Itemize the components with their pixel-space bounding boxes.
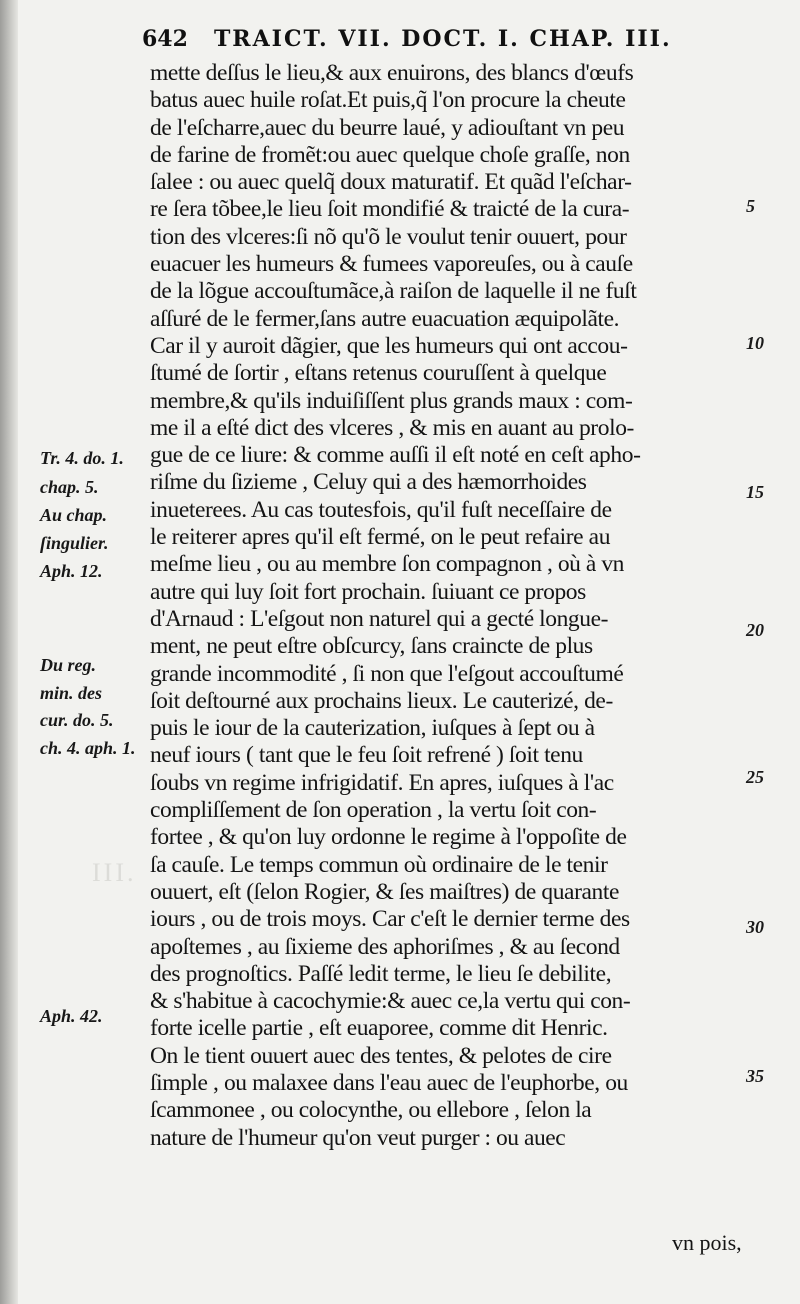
text-line: autre qui luy ſoit fort prochain. ſuiuant ce propos bbox=[150, 578, 586, 605]
margin-note: chap. 5. bbox=[40, 477, 99, 497]
margin-note: ch. 4. aph. 1. bbox=[40, 738, 136, 758]
text-line: aſſuré de le fermer,ſans autre euacuation æquipolãte. bbox=[150, 305, 620, 332]
line-number: 10 bbox=[746, 333, 764, 353]
line-number: 25 bbox=[746, 767, 764, 787]
text-line: ſimple , ou malaxee dans l'eau auec de l'euphorbe, ou bbox=[150, 1069, 628, 1096]
margin-note: Du reg. bbox=[40, 655, 97, 675]
line-number: 35 bbox=[746, 1066, 764, 1086]
text-line: ouuert, eſt (ſelon Rogier, & ſes maiſtres) de quarante bbox=[150, 878, 619, 905]
text-line: ſa cauſe. Le temps commun où ordinaire de le tenir bbox=[150, 851, 608, 878]
margin-note: Tr. 4. do. 1. bbox=[40, 448, 124, 468]
text-line: batus auec huile roſat.Et puis,q̃ l'on procure la cheute bbox=[150, 87, 626, 114]
running-title: TRAICT. VII. DOCT. I. CHAP. III. bbox=[213, 26, 672, 52]
text-line: iours , ou de trois moys. Car c'eſt le dernier terme des bbox=[150, 906, 630, 933]
text-line: & s'habitue à cacochymie:& auec ce,la vertu qui con- bbox=[150, 988, 631, 1015]
text-line: fortee , & qu'on luy ordonne le regime à l'oppoſite de bbox=[150, 824, 627, 851]
line-number: 5 bbox=[746, 196, 755, 216]
binding-shadow bbox=[0, 0, 18, 1304]
text-line: mette deſſus le lieu,& aux enuirons, des blancs d'œufs bbox=[150, 60, 634, 86]
margin-note: Au chap. bbox=[40, 505, 108, 525]
text-line: forte icelle partie , eſt euaporee, comme dit Henric. bbox=[150, 1015, 608, 1042]
text-line: ſoit deſtourné aux prochains lieux. Le cauterizé, de- bbox=[150, 687, 613, 714]
margin-note: cur. do. 5. bbox=[40, 710, 114, 730]
text-line: tion des vlceres:ſi nõ qu'õ le voulut tenir ouuert, pour bbox=[150, 223, 627, 250]
body-text bbox=[150, 60, 760, 1152]
margin-note: ſingulier. bbox=[40, 533, 109, 553]
text-line: de la lõgue accouſtumãce,à raiſon de laquelle il ne fuſt bbox=[150, 278, 637, 305]
text-line: ſalee : ou auec quelq̃ doux maturatif. Et quãd l'eſchar- bbox=[150, 169, 632, 196]
text-line: membre,& qu'ils induiſiſſent plus grands maux : com- bbox=[150, 387, 633, 414]
page-number: 642 bbox=[142, 26, 188, 52]
text-line: ment, ne peut eſtre obſcurcy, ſans craincte de plus bbox=[150, 633, 593, 660]
text-line: On le tient ouuert auec des tentes, & pelotes de cire bbox=[150, 1042, 612, 1069]
text-line: me il a eſté dict des vlceres , & mis en auant au prolo- bbox=[150, 414, 634, 441]
text-line: de farine de fromẽt:ou auec quelque choſe graſſe, non bbox=[150, 141, 630, 168]
text-line: nature de l'humeur qu'on veut purger : ou auec bbox=[150, 1124, 566, 1151]
text-line: gue de ce liure: & comme auſſi il eſt noté en ceſt apho- bbox=[150, 442, 641, 469]
text-line: neuf iours ( tant que le feu ſoit refrené ) ſoit tenu bbox=[150, 742, 583, 769]
line-number: 20 bbox=[746, 620, 764, 640]
line-number: 30 bbox=[746, 917, 764, 937]
margin-note: min. des bbox=[40, 683, 103, 703]
text-line: meſme lieu , ou au membre ſon compagnon , où à vn bbox=[150, 551, 624, 578]
text-line: d'Arnaud : L'eſgout non naturel qui a gecté longue- bbox=[150, 605, 608, 632]
text-line: apoſtemes , au ſixieme des aphoriſmes , & au ſecond bbox=[150, 933, 620, 960]
text-line: Car il y auroit dãgier, que les humeurs qui ont accou- bbox=[150, 332, 628, 359]
margin-note: Aph. 12. bbox=[40, 561, 103, 581]
line-number: 15 bbox=[746, 482, 764, 502]
show-through-text: III. bbox=[92, 858, 137, 887]
text-line: grande incommodité , ſi non que l'eſgout accouſtumé bbox=[150, 660, 624, 687]
text-line: inueterees. Au cas toutesfois, qu'il fuſt neceſſaire de bbox=[150, 496, 612, 523]
text-line: ſcammonee , ou colocynthe, ou ellebore , ſelon la bbox=[150, 1097, 592, 1124]
text-line: euacuer les humeurs & fumees vaporeuſes, ou à cauſe bbox=[150, 251, 633, 278]
catchword: vn pois, bbox=[672, 1230, 742, 1255]
text-line: re ſera tõbee,le lieu ſoit mondifié & traicté de la cura- bbox=[150, 196, 630, 223]
text-line: puis le iour de la cauterization, iuſques à ſept ou à bbox=[150, 715, 595, 742]
text-line: le reiterer apres qu'il eſt fermé, on le peut refaire au bbox=[150, 524, 611, 551]
text-line: ſtumé de ſortir , eſtans retenus couruſſent à quelque bbox=[150, 360, 607, 387]
running-head bbox=[142, 26, 742, 52]
margin-note: Aph. 42. bbox=[40, 1006, 103, 1026]
text-line: compliſſement de ſon operation , la vertu ſoit con- bbox=[150, 797, 597, 824]
text-line: des prognoſtics. Paſſé ledit terme, le lieu ſe debilite, bbox=[150, 960, 612, 987]
text-line: riſme du ſizieme , Celuy qui a des hæmorrhoides bbox=[150, 469, 587, 496]
text-line: de l'eſcharre,auec du beurre laué, y adiouſtant vn peu bbox=[150, 114, 625, 141]
text-line: ſoubs vn regime infrigidatif. En apres, iuſques à l'ac bbox=[150, 769, 614, 796]
